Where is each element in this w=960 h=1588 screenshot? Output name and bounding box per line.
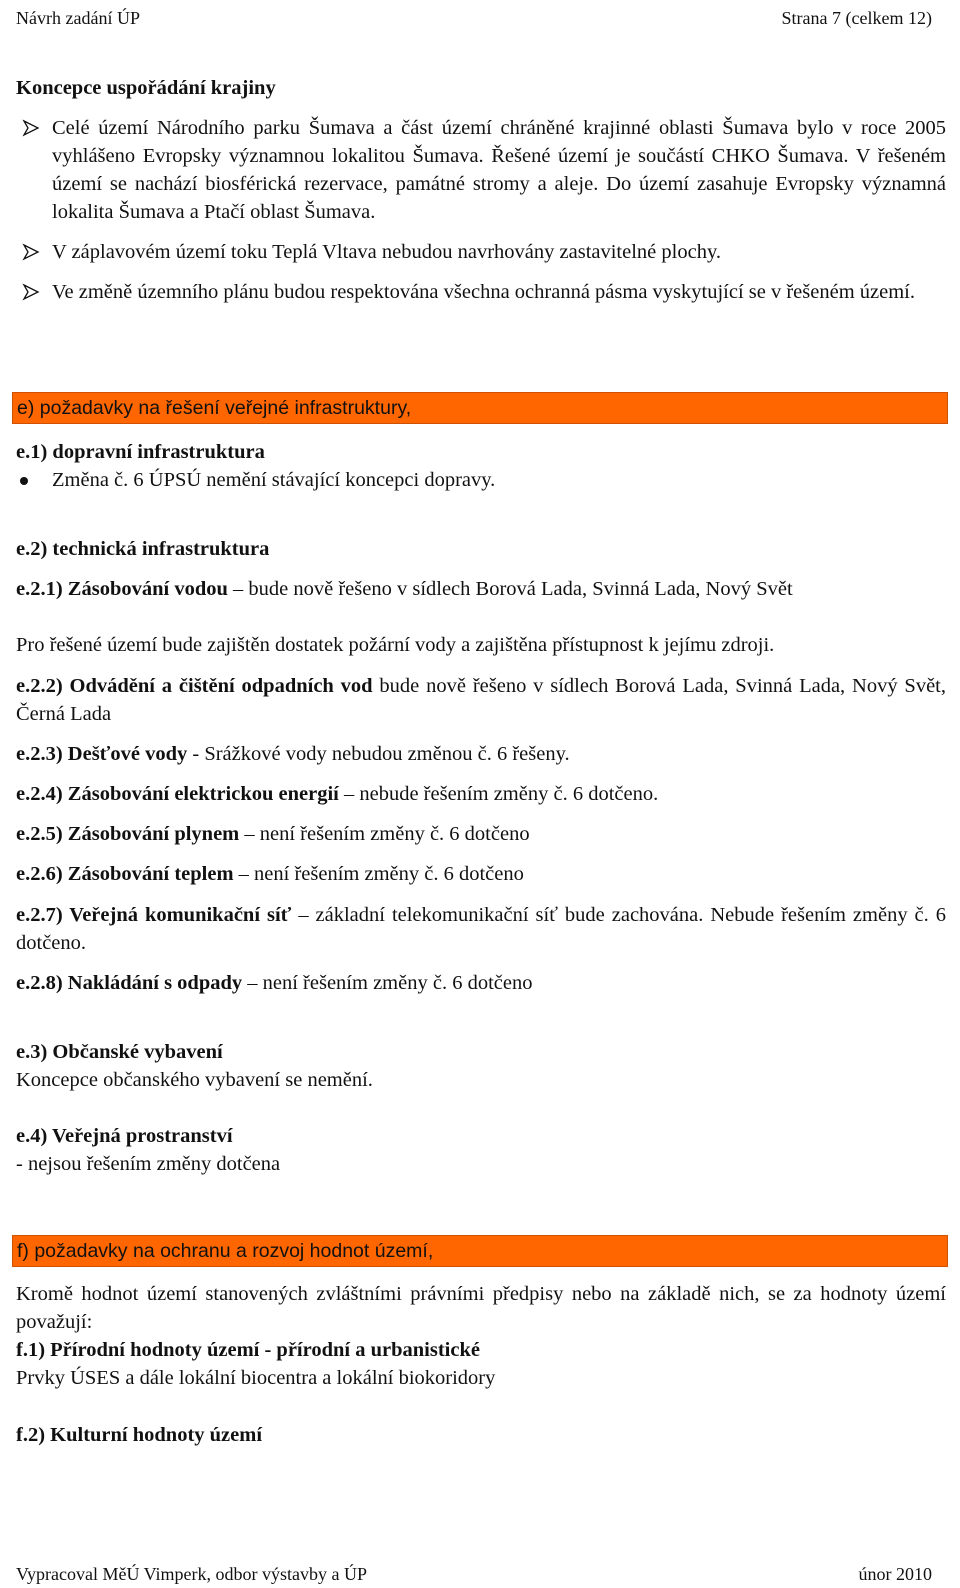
e2-item-label: e.2.8) Nakládání s odpady [16,972,243,994]
arrowhead-icon [22,119,40,137]
f1-text: Prvky ÚSES a dále lokální biocentra a lokální biokoridory [16,1367,496,1389]
e2-item-text: – není řešením změny č. 6 dotčeno [239,823,530,845]
e2-item-text: – bude nově řešeno v sídlech Borová Lada, Svinná Lada, Nový Svět [227,578,793,600]
concept-bullet-1 [16,114,946,226]
concept-bullet-2 [16,238,946,266]
arrowhead-icon [22,243,40,261]
section-e-banner-text: e) požadavky na řešení veřejné infrastruktury, [17,397,412,419]
e2-item-text: bude nově řešeno v sídlech Borová Lada, Svinná Lada, Nový Svět, Černá Lada [16,675,946,725]
e2-item-text: – nebude řešením změny č. 6 dotčeno. [338,783,659,805]
e1-bullet-text: Změna č. 6 ÚPSÚ nemění stávající koncepci dopravy. [52,469,496,491]
e2-item-5 [16,780,946,808]
section-f-banner-text: f) požadavky na ochranu a rozvoj hodnot území, [17,1240,434,1262]
e2-item-7 [16,860,946,888]
e2-item-text: – není řešením změny č. 6 dotčeno [233,863,524,885]
e2-item-label: e.2.2) Odvádění a čištění odpadních vod [16,675,373,697]
section-e-banner [12,392,948,424]
e4-heading: e.4) Veřejná prostranství [16,1125,233,1147]
bullet-dot-icon [20,477,28,485]
concept-bullet-3 [16,278,946,306]
e2-item-3 [16,672,946,728]
e3-heading: e.3) Občanské vybavení [16,1041,223,1063]
e2-item-text: – není řešením změny č. 6 dotčeno [242,972,533,994]
e2-item-1 [16,575,946,603]
e2-heading: e.2) technická infrastruktura [16,538,270,560]
footer-date: únor 2010 [858,1564,932,1584]
concept-heading: Koncepce uspořádání krajiny [16,77,276,99]
e2-item-4 [16,740,946,768]
e2-item-8 [16,901,946,957]
concept-bullet-text: Ve změně územního plánu budou respektována všechna ochranná pásma vyskytující se v řešeném území. [52,281,915,303]
e2-item-label: e.2.3) Dešťové vody [16,743,188,765]
e2-item-label: e.2.6) Zásobování teplem [16,863,234,885]
e2-item-text: – základní telekomunikační síť bude zachována. Nebude řešením změny č. 6 dotčeno. [16,904,946,954]
concept-bullet-text: Celé území Národního parku Šumava a část území chráněné krajinné oblasti Šumava bylo v roce 2005 vyhlášeno Evropsky významnou lokalitou Šumava. Řešené území je součástí CHKO Šumava. V řešeném území se nachází biosférická rezervace, památné stromy a aleje. Do území zasahuje Evropsky významná lokalita Šumava a Ptačí oblast Šumava. [52,117,946,223]
f2-heading: f.2) Kulturní hodnoty území [16,1424,263,1446]
e2-item-9 [16,969,946,997]
e3-text: Koncepce občanského vybavení se nemění. [16,1069,373,1091]
e4-text: - nejsou řešením změny dotčena [16,1153,281,1175]
e2-item-2 [16,631,946,659]
e2-item-label: e.2.4) Zásobování elektrickou energií [16,783,339,805]
arrowhead-icon [22,283,40,301]
section-f-banner [12,1235,948,1267]
e1-bullet [16,466,946,494]
f1-heading: f.1) Přírodní hodnoty území - přírodní a urbanistické [16,1339,480,1361]
header-page-number: Strana 7 (celkem 12) [781,8,932,28]
header-doc-title: Návrh zadání ÚP [16,8,140,28]
concept-bullet-text: V záplavovém území toku Teplá Vltava nebudou navrhovány zastavitelné plochy. [52,241,721,263]
e2-item-label: e.2.7) Veřejná komunikační síť [16,904,292,926]
e2-item-label: e.2.1) Zásobování vodou [16,578,228,600]
footer-author: Vypracoval MěÚ Vimperk, odbor výstavby a ÚP [16,1564,368,1584]
f-intro: Kromě hodnot území stanovených zvláštními právními předpisy nebo na základě nich, se za hodnoty území považují: [16,1283,946,1333]
e2-item-text: - Srážkové vody nebudou změnou č. 6 řešeny. [187,743,570,765]
e2-item-text: Pro řešené území bude zajištěn dostatek požární vody a zajištěna přístupnost k jejímu zdroji. [16,634,775,656]
e2-item-label: e.2.5) Zásobování plynem [16,823,240,845]
e1-heading: e.1) dopravní infrastruktura [16,441,265,463]
e2-item-6 [16,820,946,848]
